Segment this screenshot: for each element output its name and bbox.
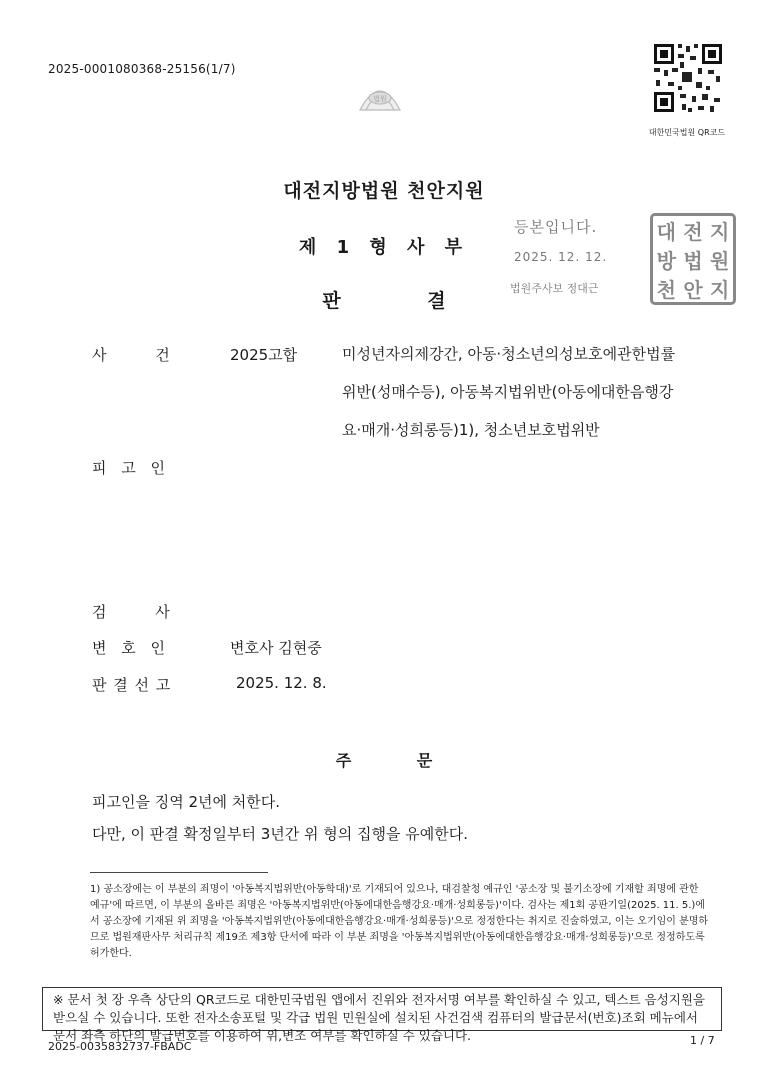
counsel-value: 변호사 김현중 — [230, 639, 322, 657]
footnote-divider — [90, 872, 268, 873]
case-charge-line: 위반(성매수등), 아동복지법위반(아동에대한음행강 — [342, 383, 674, 401]
court-name: 대전지방법원 천안지원 — [283, 180, 485, 202]
seal-char: 천 — [656, 278, 676, 302]
verification-notice: ※ 문서 첫 장 우측 상단의 QR코드로 대한민국법원 앱에서 진위와 전자서명 여부를 확인하실 수 있고, 텍스트 음성지원을 받으실 수 있습니다. 또한 전자소송포털 및 각급 법원 민원실에 설치된 사건검색 컴퓨터의 발급문서(번호)조회 메뉴에서 문서 좌측 하단의 발급번호를 이용하여 위,변조 여부를 확인하실 수 있습니다. — [42, 987, 722, 1031]
verdict-date-label: 판 결 선 고 — [92, 676, 171, 694]
seal-char: 대 — [656, 220, 676, 244]
case-number: 2025고합 — [230, 346, 298, 364]
document-title: 판 결 — [322, 290, 446, 312]
certified-copy-clerk: 법원주사보 정대근 — [510, 282, 599, 295]
order-suspension: 다만, 이 판결 확정일부터 3년간 위 형의 집행을 유예한다. — [92, 825, 469, 843]
case-charge-line: 미성년자의제강간, 아동·청소년의성보호에관한법률 — [342, 345, 676, 363]
page-number: 1 / 7 — [690, 1034, 715, 1047]
seal-char: 안 — [683, 278, 703, 302]
court-seal — [650, 213, 736, 305]
seal-char: 원 — [709, 249, 730, 273]
seal-char: 지 — [709, 278, 730, 302]
svg-text:법원: 법원 — [373, 95, 387, 103]
qr-code-icon[interactable] — [652, 42, 724, 114]
defendant-label: 피 고 인 — [92, 459, 166, 477]
qr-code-label: 대한민국법원 QR코드 — [648, 128, 726, 137]
division-name: 제 1 형 사 부 — [298, 237, 470, 258]
footnote: 1) 공소장에는 이 부분의 죄명이 '아동복지법위반(아동학대)'로 기재되어 있으나, 대검찰청 예규인 '공소장 및 불기소장에 기재할 죄명에 관한 예규'에 따르면, 이 부분의 올바른 죄명은 '아동복지법위반(아동에대한음행강요·매개·성희롱등)'이다. 검사는 제1회 공판기일(2025. 11. 5.)에서 공소장에 기재된 위 죄명을 '아동복지법위반(아동에대한음행강요·매개·성희롱등)'으로 정정한다는 취지로 진술하였고, 이는 오기임이 분명하므로 법원재판사무 처리규칙 제19조 제3항 단서에 따라 이 부분 죄명을 '아동복지법위반(아동에대한음행강요·매개·성희롱등)'으로 정정하도록 허가한다. — [90, 884, 709, 959]
certified-copy-stamp: 등본입니다. — [514, 218, 598, 236]
prosecutor-label: 검 사 — [92, 603, 170, 621]
certified-copy-date: 2025. 12. 12. — [514, 250, 608, 264]
court-emblem-icon — [352, 70, 408, 120]
document-number: 2025-0001080368-25156(1/7) — [48, 62, 236, 76]
case-label: 사 건 — [92, 346, 170, 364]
verdict-date-value: 2025. 12. 8. — [236, 674, 327, 692]
case-charge-line: 요·매개·성희롱등)1), 청소년보호법위반 — [342, 421, 600, 439]
issue-number: 2025-0035832737-FBADC — [48, 1040, 192, 1053]
case-charges — [342, 335, 712, 449]
order-sentence: 피고인을 징역 2년에 처한다. — [92, 793, 281, 811]
seal-char: 지 — [709, 220, 730, 244]
seal-char: 방 — [656, 249, 676, 273]
seal-char: 법 — [683, 249, 703, 273]
counsel-label: 변 호 인 — [92, 639, 166, 657]
order-title: 주 문 — [335, 751, 433, 770]
seal-char: 전 — [683, 220, 703, 244]
